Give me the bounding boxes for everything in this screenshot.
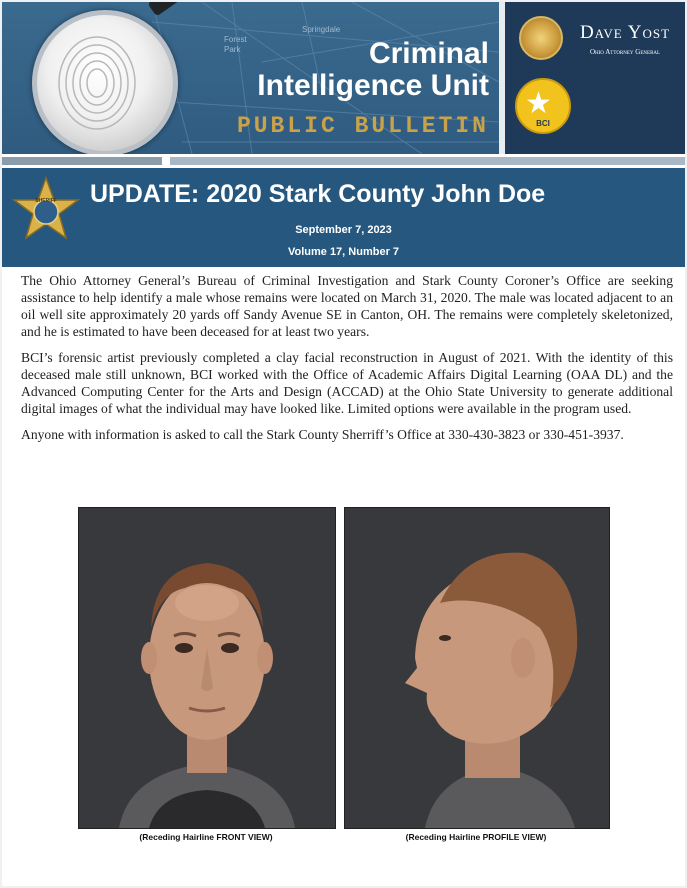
official-title: Ohio Attorney General xyxy=(589,48,661,56)
fingerprint-icon xyxy=(37,15,173,151)
badge-text: SHERIFF xyxy=(35,198,57,204)
official-name: Dave Yost xyxy=(579,22,671,43)
profile-view-caption: (Receding Hairline PROFILE VIEW) xyxy=(405,832,547,842)
top-banner xyxy=(2,2,685,154)
front-view-image xyxy=(78,507,336,829)
paragraph-reconstruction: BCI’s forensic artist previously completed a clay facial reconstruction in August of 2021. With the identity of this deceased male still unknown, BCI worked with the Office of Academic Affairs Digital Learning (OAA DL) and the Advanced Computing Center for the Arts and Design (ACCAD) at the Ohio State University to generate additional digital images of what the individual may have looked like. Limited options were available in the program used. xyxy=(21,350,673,416)
banner-title-criminal: Criminal xyxy=(368,37,489,70)
magnifying-glass-icon xyxy=(32,10,178,154)
banner-title-intelligence-unit: Intelligence Unit xyxy=(257,69,489,102)
ohio-seal-icon xyxy=(519,16,563,60)
bulletin-header xyxy=(2,168,685,267)
profile-view-image xyxy=(344,507,610,829)
divider-strip xyxy=(2,155,685,167)
bci-seal-icon xyxy=(515,78,571,134)
attorney-general-panel xyxy=(505,2,685,154)
divider-left xyxy=(2,157,162,165)
bulletin-page xyxy=(2,2,685,886)
profile-view-render xyxy=(345,508,609,828)
sheriff-badge-icon xyxy=(10,176,82,248)
divider-right xyxy=(170,157,685,165)
front-view-caption: (Receding Hairline FRONT VIEW) xyxy=(139,832,273,842)
bulletin-date: September 7, 2023 xyxy=(295,224,392,236)
bulletin-volume: Volume 17, Number 7 xyxy=(287,246,400,258)
bulletin-body xyxy=(21,272,673,452)
map-label-forest: Forest xyxy=(224,35,247,44)
bci-seal-label: BCI xyxy=(536,119,550,128)
map-label-springdale: Springdale xyxy=(302,25,341,34)
star-icon: ★ xyxy=(525,87,552,120)
front-view-render xyxy=(79,508,335,828)
page-title: UPDATE: 2020 Stark County John Doe xyxy=(90,180,546,208)
paragraph-identification: The Ohio Attorney General’s Bureau of Criminal Investigation and Stark County Coroner’s Office are seeking assistance to help identify a male whose remains were located on March 31, 2020. The male was located adjacent to an oil well site approximately 20 yards off Sandy Avenue SE in Canton, OH. The remains were completely skeletonized, and he is estimated to have been deceased for at least two years. xyxy=(21,273,673,339)
map-label-park: Park xyxy=(224,45,241,54)
banner-title-public-bulletin: PUBLIC BULLETIN xyxy=(236,113,489,139)
criminal-intelligence-banner xyxy=(2,2,499,154)
paragraph-contact: Anyone with information is asked to call the Stark County Sherriff’s Office at 330-430-3823 or 330-451-3937. xyxy=(21,427,624,442)
